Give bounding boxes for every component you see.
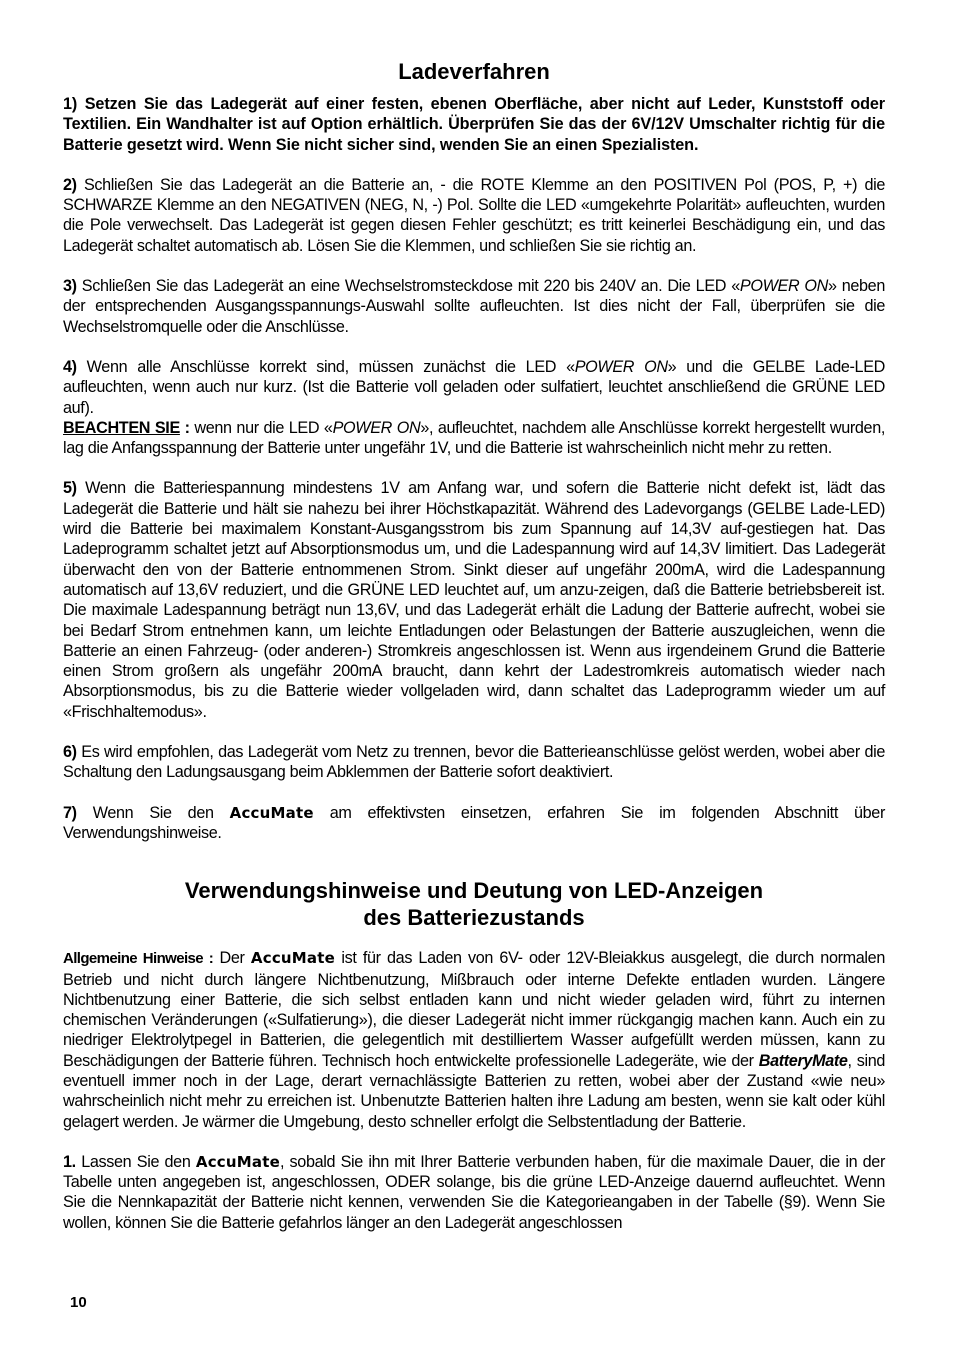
step-3-text-b: » neben der entsprechenden Ausgangsspannungs-Auswahl sollte aufleuchten. Ist dies nicht der Fall, überprüfen sie die Wechselstromquelle oder die Anschlüsse. xyxy=(63,277,885,336)
step-2-text: Schließen Sie das Ladegerät an die Batterie an, - die ROTE Klemme an den POSITIVEN Pol (POS, P, +) die SCHWARZE Klemme an den NEGATIVEN (NEG, N, -) Pol. Sollte die LED «umgekehrte Polarität» aufleuchten, wurden die Pole verwechselt. Das Ladegerät ist gegen diesen Fehler geschützt; es tritt keinerlei Beschädigung ein, und das Ladegerät schaltet automatisch ab. Lösen Sie die Klemmen, und schließen Sie sie richtig an. xyxy=(63,175,885,255)
page-title: Ladeverfahren xyxy=(398,59,550,84)
step-7-text-b: am effektivsten einsetzen, erfahren Sie im folgenden Abschnitt über Verwendungshinweise. xyxy=(63,803,885,842)
power-on-label: POWER ON xyxy=(574,357,668,376)
item-1-number: 1. xyxy=(63,1152,76,1171)
step-4-text-a: Wenn alle Anschlüsse korrekt sind, müssen zunächst die LED « xyxy=(76,357,575,376)
step-7 xyxy=(63,803,885,844)
step-2-number: 2) xyxy=(63,175,77,194)
general-notes-label: Allgemeine Hinweise : xyxy=(63,950,214,968)
general-notes xyxy=(63,948,885,1132)
step-3-number: 3) xyxy=(63,277,77,296)
step-4 xyxy=(63,357,885,418)
brand-name: AccuMate xyxy=(250,949,335,968)
step-5 xyxy=(63,478,885,722)
document-page xyxy=(63,58,885,1233)
step-6-text: Es wird empfohlen, das Ladegerät vom Netz zu trennen, bevor die Batterieanschlüsse gelöst werden, wobei aber die Schaltung den Ladungsausgang beim Abklemmen der Batterie sofort deaktiviert. xyxy=(63,743,885,782)
step-3 xyxy=(63,276,885,337)
section-heading-line-1: Verwendungshinweise und Deutung von LED-Anzeigen xyxy=(184,878,764,904)
brand-name: AccuMate xyxy=(195,1152,280,1171)
power-on-label: POWER ON xyxy=(739,277,828,296)
step-3-text-a: Schließen Sie das Ladegerät an eine Wechselstromsteckdose mit 220 bis 240V an. Die LED « xyxy=(76,277,740,296)
step-2 xyxy=(63,175,885,256)
step-5-number: 5) xyxy=(63,479,77,498)
section-heading-line-2: des Batteriezustands xyxy=(363,905,585,931)
power-on-label: POWER ON xyxy=(332,418,421,437)
general-text-a: Der xyxy=(213,949,251,968)
note-text-a: wenn nur die LED « xyxy=(194,418,333,437)
page-number: 10 xyxy=(70,1294,87,1311)
note-label: BEACHTEN SIE xyxy=(63,418,180,437)
brand-name: AccuMate xyxy=(229,803,314,822)
step-4-text-b: » und die GELBE Lade-LED aufleuchten, wenn auch nur kurz. (Ist die Batterie voll geladen oder sulfatiert, leuchtet anschließend die GRÜNE LED auf). xyxy=(63,357,885,417)
step-7-text-a: Wenn Sie den xyxy=(76,803,230,822)
step-4-note xyxy=(63,418,885,459)
item-1-text-a: Lassen Sie den xyxy=(75,1152,196,1171)
step-5-text: Wenn die Batteriespannung mindestens 1V am Anfang war, und sofern die Batterie nicht defekt ist, lädt das Ladegerät die Batterie und hält sie nahezu bei ihrer Höchstkapazität. Während des Ladevorgangs (GELBE Lade-LED) wird die Batterie bei maximalem Konstant-Ausgangsstrom bis zum Spannung auf 14,3V auf-gestiegen hat. Das Ladeprogramm schaltet jetzt auf Absorptionsmodus um, und die Ladespannung wird auf 14,3V limitiert. Das Ladegerät überwacht den von der Batterie entnommenen Strom. Sinkt dieser auf ungefähr 200mA, wird die Ladespannung automatisch auf 13,6V reduziert, und die GRÜNE LED leuchtet auf, um anzu-zeigen, daß die Batterie betriebsbereit ist. Die maximale Ladespannung beträgt nun 13,6V, und das Ladegerät erhält die Ladung der Batterie aufrecht, wobei sie bei Bedarf Strom entnehmen kann, um leichte Entladungen oder Belastungen der Batterie auszugleichen, wenn die Batterie an einen Fahrzeug- (oder anderen-) Stromkreis angeschlossen ist. Wenn aus irgendeinem Grund die Batterie einen Strom großern als ungefähr 200mA braucht, dann kehrt der Ladestromkreis automatisch wieder nach Absorptionsmodus, bis zu die Batterie wieder vollgeladen wird, dann schaltet das Ladeprogramm wieder um auf «Frischhaltemodus». xyxy=(63,479,885,721)
section-heading xyxy=(63,877,885,931)
step-6-number: 6) xyxy=(63,743,77,762)
step-7-number: 7) xyxy=(63,803,77,822)
step-6 xyxy=(63,742,885,783)
item-1 xyxy=(63,1152,885,1233)
general-text-b: ist für das Laden von 6V- oder 12V-Bleiakkus ausgelegt, die durch normalen Betrieb und nicht durch längere Nichtbenutzung, Mißbrauch oder interne Defekte entladen wurden. Längere Nichtbenutzung einer Batterie, die sich selbst entladen kann und nicht wieder geladen wird, führt zu internen chemischen Veränderungen («Sulfatierung»), die dieser Ladegerät nicht immer rückgangig machen kann. Auch ein zu niedriger Elektrolytpegel in Batterien, die gelegentlich mit destilliertem Wasser aufgefüllt werden müssen, kann zu Beschädigungen der Batterie führen. Technisch hoch entwickelte professionelle Ladegeräte, wie der xyxy=(63,949,885,1070)
batterymate-name: BatteryMate xyxy=(758,1051,848,1070)
note-text-b: », aufleuchtet, nachdem alle Anschlüsse korrekt hergestellt wurden, lag die Anfangsspannung der Batterie unter ungefähr 1V, und die Batterie ist wahrscheinlich nicht mehr zu retten. xyxy=(63,418,885,458)
step-1: 1) Setzen Sie das Ladegerät auf einer festen, ebenen Oberfläche, aber nicht auf Leder, Kunststoff oder Textilien. Ein Wandhalter ist auf Option erhältlich. Überprüfen Sie das der 6V/12V Umschalter richtig für die Batterie gesetzt wird. Wenn Sie nicht sicher sind, wenden Sie an einen Spezialisten. xyxy=(63,95,885,154)
item-1-text-b: , sobald Sie ihn mit Ihrer Batterie verbunden haben, für die maximale Dauer, die in der Tabelle unten angegeben ist, angeschlossen, ODER solange, bis die grüne LED-Anzeige dauernd aufleuchtet. Wenn Sie die Nennkapazität der Batterie nicht kennen, verwenden Sie die Kategorieangaben in der Tabelle (§9). Wenn Sie wollen, können Sie die Batterie gefahrlos länger an den Ladegerät angeschlossen xyxy=(63,1152,885,1232)
general-text-c: , sind eventuell immer noch in der Lage, derart vernachlässigte Batterien zu retten, wobei aber der Zustand «wie neu» wahrscheinlich nicht mehr zu erreichen ist. Unbenutzte Batterien halten ihre Ladung am besten, wenn sie kalt oder kühl gelagert werden. Je wärmer die Umgebung, desto schneller erfolgt die Selbstentladung der Batterie. xyxy=(63,1051,886,1131)
note-colon: : xyxy=(179,418,195,437)
step-4-number: 4) xyxy=(63,357,77,376)
